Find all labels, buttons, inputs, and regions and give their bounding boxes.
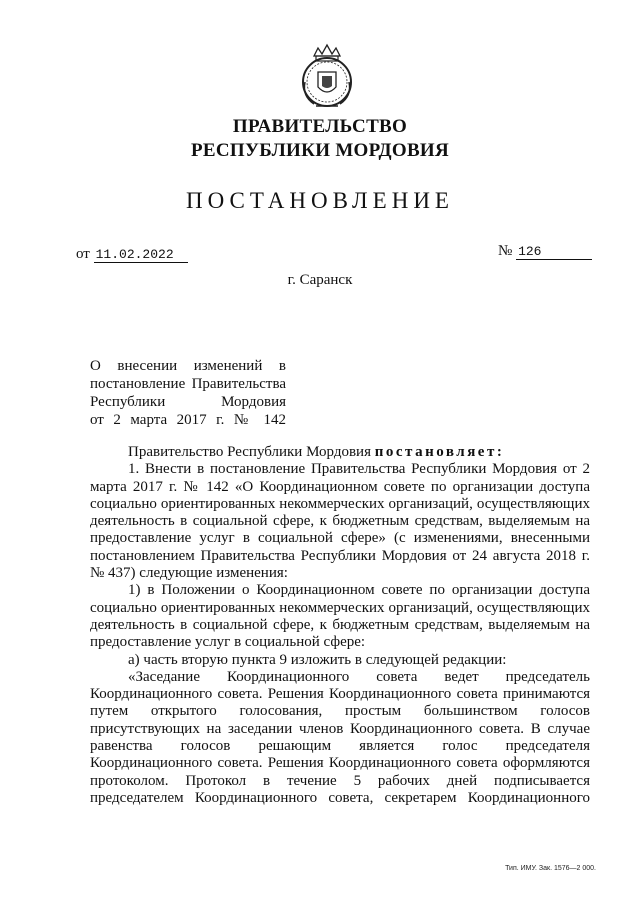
body-line: марта 2017 г. № 142 «О Координационном совете по организации доступа bbox=[90, 478, 590, 495]
intro-text: Правительство Республики Мордовия bbox=[128, 444, 371, 460]
date-prefix: от bbox=[76, 246, 90, 262]
document-type-title: ПОСТАНОВЛЕНИЕ bbox=[186, 188, 454, 213]
body-line: деятельность в социальной сфере, к бюджетным средствам, выделяемым на bbox=[90, 513, 590, 530]
body-line: равенства голосов решающим является голос председателя bbox=[90, 738, 590, 755]
date-value: 11.02.2022 bbox=[94, 247, 188, 263]
coat-of-arms-icon bbox=[296, 42, 358, 112]
body-line: постановлением Правительства Республики Мордовия от 24 августа 2018 г. bbox=[90, 547, 590, 564]
number-field bbox=[498, 243, 592, 260]
subject-block bbox=[90, 357, 286, 429]
body-line: социально ориентированных некоммерческих организаций, осуществляющих bbox=[90, 495, 590, 512]
intro-verb: постановляет: bbox=[374, 444, 505, 460]
body-line: путем открытого голосования, простым большинством голосов bbox=[90, 703, 590, 720]
body-line: предоставление услуг в социальной сфере: bbox=[90, 634, 366, 651]
intro-paragraph bbox=[90, 444, 590, 461]
body-line: Координационного совета. Решения Координационного совета оформляются bbox=[90, 755, 590, 772]
body-line: «Заседание Координационного совета ведет председатель bbox=[128, 668, 590, 685]
subject-line: от 2 марта 2017 г. № 142 bbox=[90, 412, 286, 428]
government-name-line2: РЕСПУБЛИКИ МОРДОВИЯ bbox=[190, 140, 450, 161]
number-prefix: № bbox=[498, 243, 513, 259]
print-mark: Тип. ИМУ. Зак. 1576—2 000. bbox=[505, 865, 596, 872]
subject-line: постановление Правительства bbox=[90, 376, 286, 392]
subject-line: Республики Мордовия bbox=[90, 394, 286, 410]
body-line: протоколом. Протокол в течение 5 рабочих дней подписывается bbox=[90, 772, 590, 789]
body-line: деятельность в социальной сфере, к бюджетным средствам, выделяемым на bbox=[90, 616, 590, 633]
body-line: а) часть вторую пункта 9 изложить в следующей редакции: bbox=[128, 651, 507, 668]
document-body bbox=[90, 444, 590, 807]
body-line: присутствующих на заседании членов Координационного совета. В случае bbox=[90, 720, 590, 737]
subject-line: О внесении изменений в bbox=[90, 358, 286, 374]
body-line: предоставление услуг в социальной сфере» (с изменениями, внесенными bbox=[90, 530, 590, 547]
city-label: г. Саранск bbox=[287, 272, 353, 288]
body-line: социально ориентированных некоммерческих организаций, осуществляющих bbox=[90, 599, 590, 616]
body-line: № 437) следующие изменения: bbox=[90, 565, 288, 582]
government-name-line1: ПРАВИТЕЛЬСТВО bbox=[232, 116, 408, 137]
number-value: 126 bbox=[516, 244, 592, 260]
body-line: 1. Внести в постановление Правительства Республики Мордовия от 2 bbox=[128, 461, 590, 478]
body-line: Координационного совета. Решения Координационного совета принимаются bbox=[90, 686, 590, 703]
body-line: 1) в Положении о Координационном совете по организации доступа bbox=[128, 582, 590, 599]
date-field bbox=[76, 246, 188, 263]
body-line: председателем Координационного совета, секретарем Координационного bbox=[90, 789, 590, 806]
